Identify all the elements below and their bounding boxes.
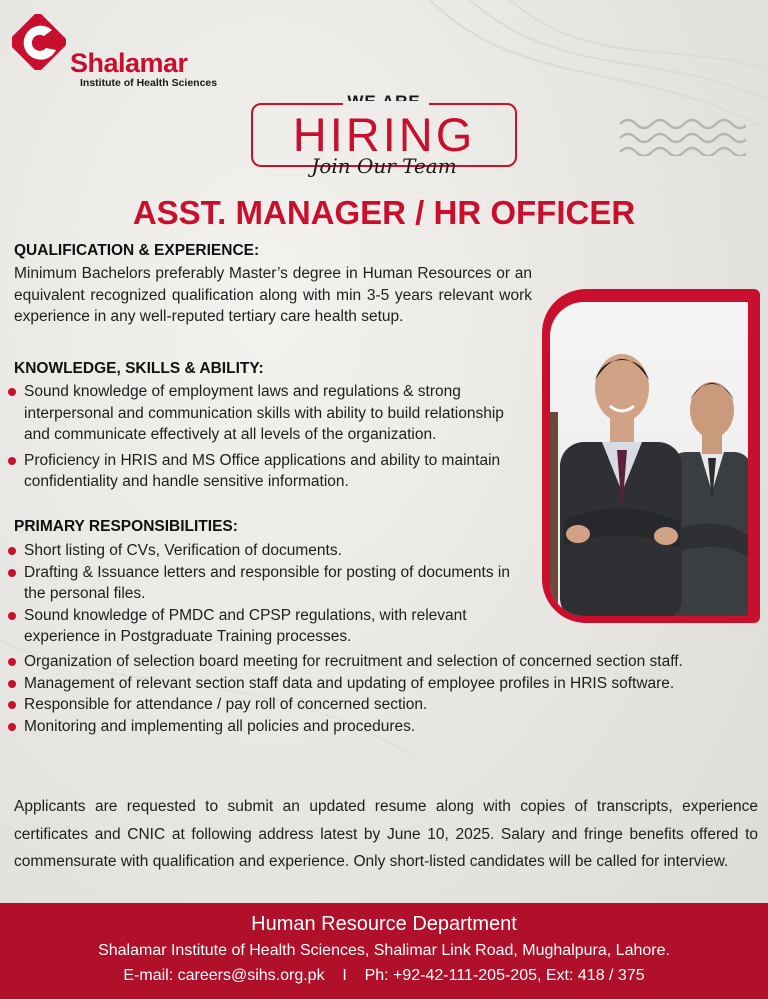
logo <box>12 14 218 89</box>
bullet-icon <box>8 658 16 666</box>
responsibilities-list-wide <box>8 651 758 737</box>
address: Shalamar Institute of Health Sciences, Shalimar Link Road, Mughalpura, Lahore. <box>98 942 670 959</box>
list-item: Responsible for attendance / pay roll of concerned section. <box>8 694 758 716</box>
wave-decoration-icon <box>618 116 746 156</box>
contact-info: E-mail: careers@sihs.org.pk I Ph: +92-42-111-205-205, Ext: 418 / 375 <box>123 967 645 984</box>
brand-name: Shalamar <box>70 48 188 78</box>
footer <box>0 903 768 999</box>
bullet-icon <box>8 701 16 709</box>
bullet-icon <box>8 569 16 577</box>
qualification-text: Minimum Bachelors preferably Master’s degree in Human Resources or an equivalent recognized qualification along with min 3-5 years relevant work experience in any well-reputed tertiary care health setup. <box>14 265 532 325</box>
list-item: Organization of selection board meeting for recruitment and selection of concerned section staff. <box>8 651 758 673</box>
logo-mark-icon <box>12 14 66 70</box>
brand-subtitle: Institute of Health Sciences <box>80 77 218 89</box>
responsibilities-list-narrow <box>8 540 532 648</box>
list-item: Short listing of CVs, Verification of documents. <box>8 540 532 562</box>
list-item: Monitoring and implementing all policies and procedures. <box>8 716 758 738</box>
bullet-icon <box>8 612 16 620</box>
bullet-icon <box>8 680 16 688</box>
application-instructions: Applicants are requested to submit an updated resume along with copies of transcripts, experience certificates and CNIC at following address latest by June 10, 2025. Salary and fringe benefits offered to commensurate with qualification and experience. Only short-listed candidates will be called for interview. <box>14 798 758 870</box>
responsibilities-heading: PRIMARY RESPONSIBILITIES: <box>14 518 238 535</box>
job-title: ASST. MANAGER / HR OFFICER <box>132 194 636 231</box>
knowledge-heading: KNOWLEDGE, SKILLS & ABILITY: <box>14 360 264 377</box>
list-item: Management of relevant section staff data and updating of employee profiles in HRIS software. <box>8 673 758 695</box>
list-item: Drafting & Issuance letters and responsible for posting of documents in the personal files. <box>8 562 532 605</box>
bullet-icon <box>8 388 16 396</box>
photo-two-businessmen <box>550 302 748 616</box>
bullet-icon <box>8 723 16 731</box>
department-name: Human Resource Department <box>251 913 517 935</box>
join-our-team-tagline: Join Our Team <box>311 154 457 178</box>
bullet-icon <box>8 457 16 465</box>
bullet-icon <box>8 547 16 555</box>
knowledge-list <box>8 381 534 493</box>
list-item: Proficiency in HRIS and MS Office applications and ability to maintain confidentiality and handle sensitive information. <box>8 450 534 493</box>
list-item: Sound knowledge of PMDC and CPSP regulations, with relevant experience in Postgraduate Training processes. <box>8 605 532 648</box>
hiring-heading: HIRING <box>292 108 476 161</box>
qualification-heading: QUALIFICATION & EXPERIENCE: <box>14 242 260 259</box>
list-item: Sound knowledge of employment laws and regulations & strong interpersonal and communication skills with ability to build relationship and communicate effectively at all levels of the organization. <box>8 381 534 446</box>
businessmen-illustration <box>550 302 748 616</box>
